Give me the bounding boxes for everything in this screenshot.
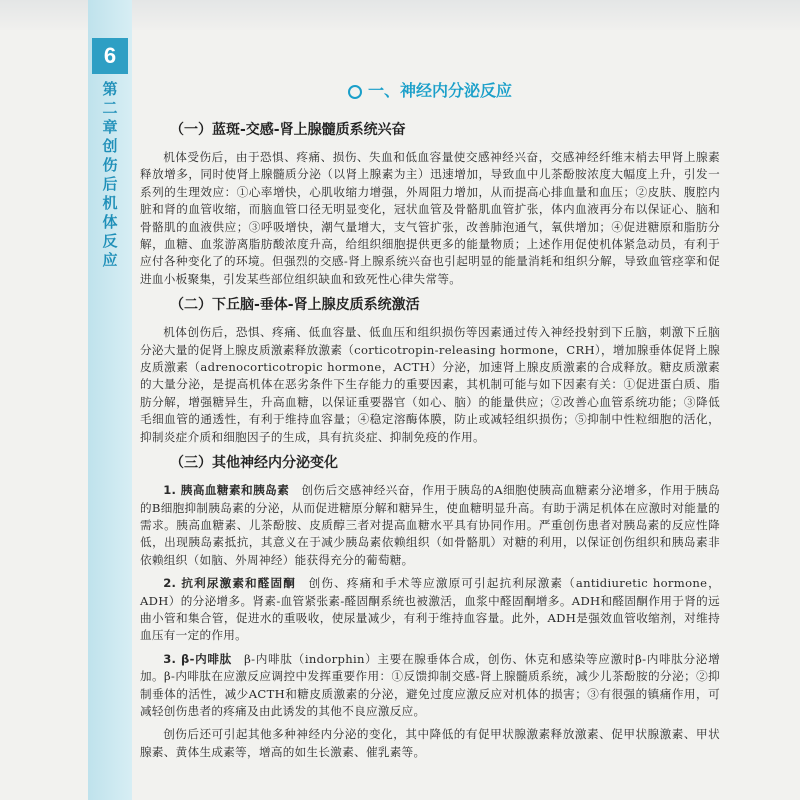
- item-text: β-内啡肽（indorphin）主要在腺垂体合成，创伤、休克和感染等应激时β-内啡肽分泌增加。β-内啡肽在应激反应调控中发挥重要作用：①反馈抑制交感-肾上腺髓质系统，减少儿茶酚胺的分泌；②抑制垂体的活性，减少ACTH和糖皮质激素的分泌，避免过度应激反应对机体的损害；③有很强的镇痛作用，可减轻创伤患者的疼痛及由此诱发的其他不良应激反应。: [140, 651, 720, 718]
- list-item-paragraph: [140, 482, 720, 569]
- section-bullet-icon: [348, 85, 362, 99]
- item-lead: 2. 抗利尿激素和醛固酮: [163, 576, 296, 591]
- page-number: 6: [92, 38, 128, 74]
- list-item-paragraph: [140, 651, 720, 721]
- subsection-title-2: （二）下丘脑-垂体-肾上腺皮质系统激活: [170, 297, 420, 314]
- section-title-text: 一、神经内分泌反应: [367, 81, 512, 100]
- chapter-title: 第二章 创伤后机体反应: [102, 80, 118, 269]
- item-text: 创伤后交感神经兴奋，作用于胰岛的A细胞使胰高血糖素分泌增多，作用于胰岛的B细胞抑制胰岛素的分泌，从而促进糖原分解和糖异生，使血糖明显升高。有助于满足机体在应激时对能量的需求。胰高血糖素、儿茶酚胺、皮质醇三者对提高血糖水平具有协同作用。严重创伤患者对胰岛素的反应性降低，出现胰岛素抵抗，其意义在于减少胰岛素依赖组织（如骨骼肌）对糖的利用，以保证创伤组织和胰岛素非依赖组织（如脑、外周神经）能获得充分的葡萄糖。: [140, 483, 721, 567]
- paragraph: 机体受伤后，由于恐惧、疼痛、损伤、失血和低血容量使交感神经兴奋，交感神经纤维末梢去甲肾上腺素释放增多，同时使肾上腺髓质分泌（以肾上腺素为主）迅速增加，导致血中儿茶酚胺浓度大幅度上升，引发一系列的生理效应：①心率增快，心肌收缩力增强，外周阻力增加，从而提高心排血量和血压；②皮肤、腹腔内脏和肾的血管收缩，而脑血管口径无明显变化，冠状血管及骨骼肌血管扩张，体内血液再分布以保证心、脑和骨骼肌的血液供应；③呼吸增快，潮气量增大，支气管扩张，改善肺泡通气，氧供增加；④促进糖原和脂肪分解，血糖、血浆游离脂肪酸浓度升高，给组织细胞提供更多的能量物质；上述作用促使机体紧急动员，有利于应付各种变化了的环境。但强烈的交感-肾上腺系统兴奋也引起明显的能量消耗和组织分解，导致血管痉挛和促进血小板聚集，引发某些部位组织缺血和致死性心律失常等。: [140, 150, 720, 286]
- item-text: 创伤、疼痛和手术等应激原可引起抗利尿激素（antidiuretic hormone，ADH）的分泌增多。肾素-血管紧张素-醛固酮系统也被激活，血浆中醛固酮增多。ADH和醛固酮作用于肾的远曲小管和集合管，促进水的重吸收，使尿量减少，有利于维持血容量。此外，ADH是强效血管收缩剂，对维持血压有一定的作用。: [140, 576, 720, 643]
- item-lead: 1. 胰高血糖素和胰岛素: [163, 483, 290, 498]
- section-title: [140, 78, 720, 101]
- item-lead: 3. β-内啡肽: [163, 651, 232, 666]
- paragraph: 机体创伤后，恐惧、疼痛、低血容量、低血压和组织损伤等因素通过传入神经投射到下丘脑，刺激下丘脑分泌大量的促肾上腺皮质激素释放激素（corticotropin-releasing hormone，CRH），增加腺垂体促肾上腺皮质激素（adrenocorticotropic hormone，ACTH）分泌，加速肾上腺皮质激素的合成释放。糖皮质激素的大量分泌，是提高机体在恶劣条件下生存能力的重要因素，其机制可能与如下因素有关：①促进蛋白质、脂肪分解，增强糖异生，升高血糖，以保证重要器官（如心、脑）的能量供应；②改善心血管系统功能；③降低毛细血管的通透性，有利于维持血容量；④稳定溶酶体膜，防止或减轻组织损伤；⑤抑制中性粒细胞的活化，抑制炎症介质和细胞因子的生成，具有抗炎症、抑制免疫的作用。: [140, 325, 720, 444]
- subsection-title-3: （三）其他神经内分泌变化: [170, 455, 338, 472]
- subsection-title-1: （一）蓝斑-交感-肾上腺髓质系统兴奋: [170, 122, 406, 138]
- list-item-paragraph: [140, 575, 720, 645]
- page-content: [140, 70, 720, 767]
- closing-paragraph: 创伤后还可引起其他多种神经内分泌的变化，其中降低的有促甲状腺激素释放激素、促甲状腺激素、甲状腺素、黄体生成素等，增高的如生长激素、催乳素等。: [140, 727, 720, 759]
